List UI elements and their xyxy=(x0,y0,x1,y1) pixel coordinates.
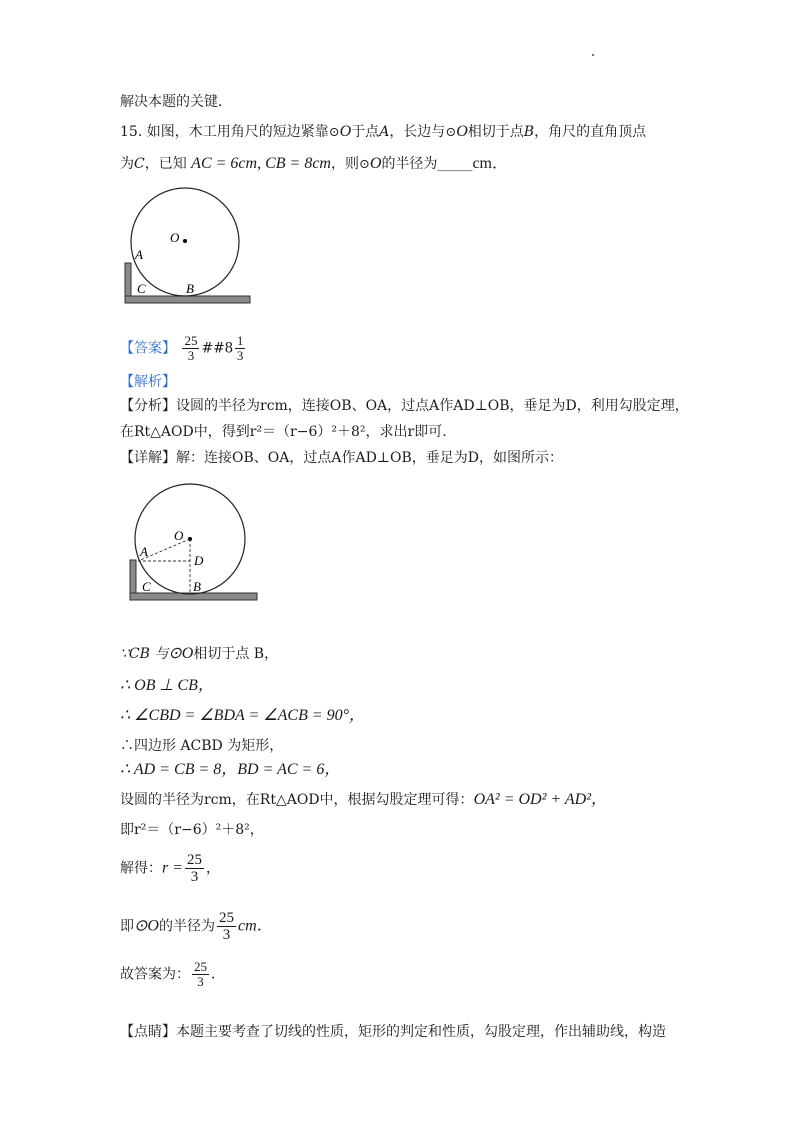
radius-fraction-2: $\frac{25}{3}$ xyxy=(218,910,234,943)
step-5: ∴ AD = CB = 8，BD = AC = 6， xyxy=(120,761,341,778)
detail-line-1: 【详解】解：连接OB、OA，过点A作AD⊥OB，垂足为D，如图所示： xyxy=(120,450,563,466)
step-7: 即r²＝（r−6）²＋8²， xyxy=(120,822,264,838)
final-fraction: $\frac{25}{3}$ xyxy=(194,959,207,989)
jiexi-tag: 【解析】 xyxy=(120,374,176,390)
label-c: C xyxy=(137,281,146,296)
label-a: A xyxy=(135,247,143,262)
label-b: B xyxy=(193,579,201,594)
step-8: 解得：r = $\frac{25}{3}$ ， xyxy=(120,852,221,885)
step-3: ∴ ∠CBD = ∠BDA = ∠ACB = 90°， xyxy=(120,707,366,724)
step-4: ∴四边形 ACBD 为矩形， xyxy=(120,738,284,754)
radius-fraction: $\frac{25}{3}$ xyxy=(187,852,203,885)
analysis-line-2: 在Rt△AOD中，得到r²＝（r−6）²＋8²，求出r即可. xyxy=(120,424,447,440)
question-number: 15. xyxy=(120,124,143,140)
step-1: ∵CB 与⊙O相切于点 B， xyxy=(120,645,279,662)
step-2: ∴ OB ⊥ CB， xyxy=(120,677,214,694)
label-a: A xyxy=(140,544,148,559)
answer-blank: _____ xyxy=(437,156,473,172)
page-mark xyxy=(592,54,594,56)
question-line-1: 15. 如图，木工用角尺的短边紧靠⊙O于点A，长边与⊙O相切于点B，角尺的直角顶点 xyxy=(120,123,647,140)
figure-1 xyxy=(115,180,260,310)
top-text: 解决本题的关键． xyxy=(120,94,232,110)
center-point xyxy=(183,239,187,243)
label-b: B xyxy=(186,281,194,296)
label-d: D xyxy=(194,553,204,568)
label-o: O xyxy=(174,528,184,543)
label-c: C xyxy=(142,579,151,594)
step-9: 即⊙O的半径为 $\frac{25}{3}$ cm． xyxy=(120,910,273,943)
question-line-2: 为C，已知 AC = 6cm, CB = 8cm，则⊙O的半径为_____cm． xyxy=(120,155,508,172)
answer-line: 【答案】 $\frac{25}{3}$ ##8 $\frac{1}{3}$ xyxy=(120,333,244,363)
answer-tag: 【答案】 xyxy=(120,340,176,357)
step-10: 故答案为： $\frac{25}{3}$ ． xyxy=(120,959,225,989)
answer-mixed-fraction: $\frac{1}{3}$ xyxy=(236,333,244,363)
analysis-line-1: 【分析】设圆的半径为rcm，连接OB、OA，过点A作AD⊥OB，垂足为D，利用勾股定理， xyxy=(120,398,689,414)
answer-fraction: $\frac{25}{3}$ xyxy=(184,333,198,363)
label-o: O xyxy=(170,230,180,245)
square-ruler-long xyxy=(125,296,250,303)
figure-2 xyxy=(120,478,265,604)
given-values: AC = 6cm, CB = 8cm xyxy=(191,155,331,172)
step-6: 设圆的半径为rcm，在Rt△AOD中，根据勾股定理可得：OA² = OD² + AD²， xyxy=(120,791,608,808)
comment-line: 【点睛】本题主要考查了切线的性质，矩形的判定和性质，勾股定理，作出辅助线，构造 xyxy=(120,1024,666,1040)
